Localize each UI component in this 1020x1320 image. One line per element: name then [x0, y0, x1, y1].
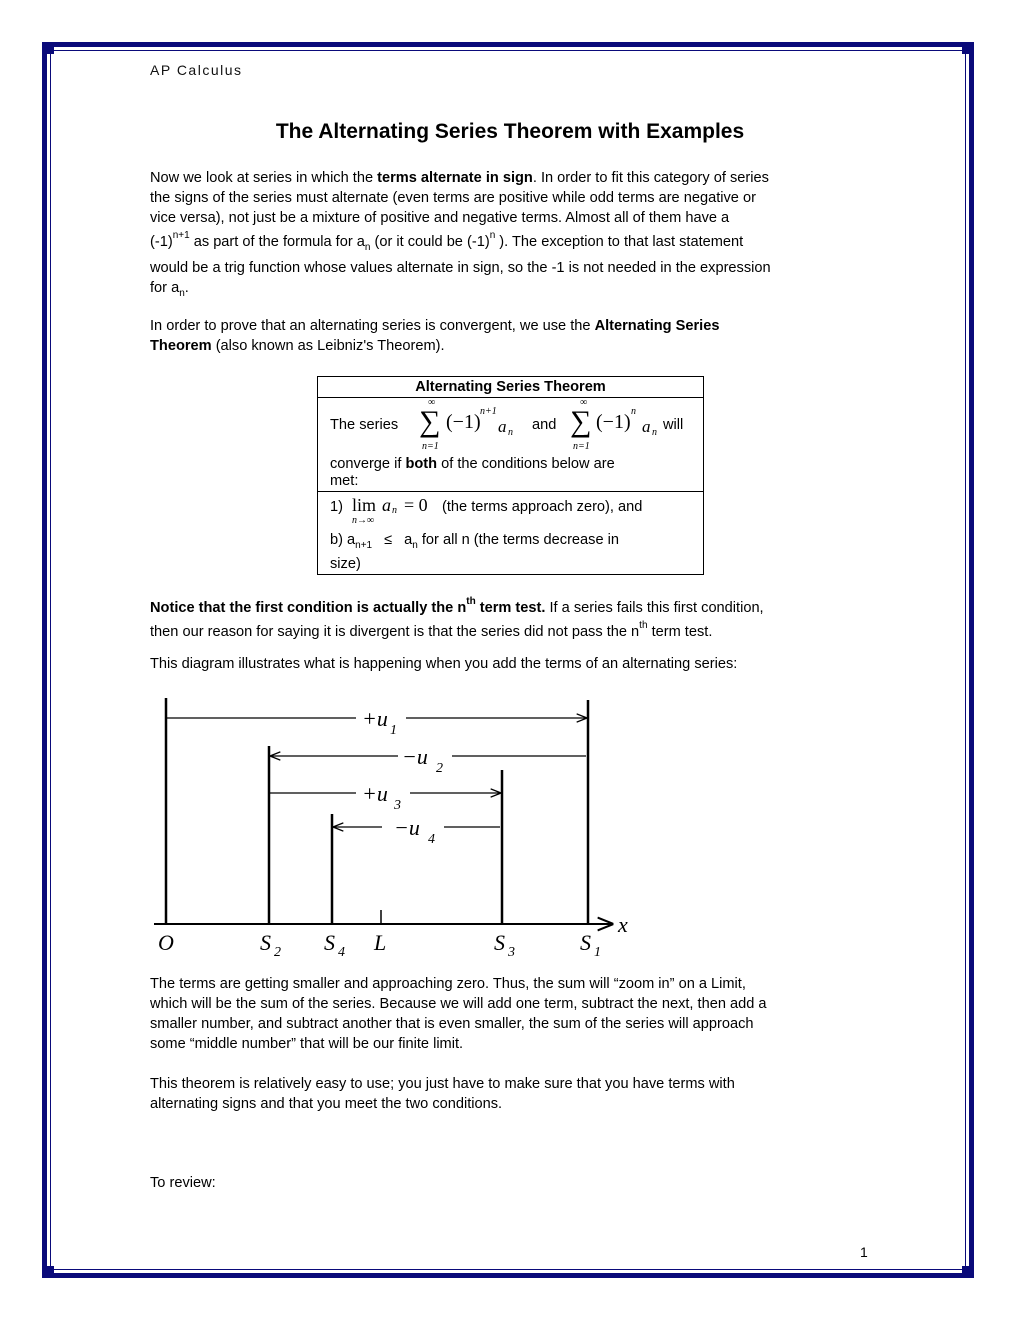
sum2-a: a	[642, 417, 651, 436]
intro-line-4: $(-1)^{n+1}$ as part of the formula for $a_n$ (or it could be $(-1)^n$ ). The exception to that last statement	[150, 230, 744, 253]
label-S4-sub: 4	[338, 945, 345, 960]
border-corner-bl	[42, 1266, 54, 1278]
course-header: AP Calculus	[150, 62, 243, 78]
label-S2: S	[260, 930, 271, 955]
border-corner-tl	[42, 42, 54, 54]
label-plus-u3: +u	[362, 781, 388, 806]
converge-line: converge if both of the conditions below are	[330, 456, 615, 472]
label-S1: S	[580, 930, 591, 955]
label-x: x	[618, 912, 628, 937]
cond1-lim: lim	[352, 495, 377, 515]
prove-paragraph: In order to prove that an alternating series is convergent, we use the Alternating Series Theorem (also known as Leibniz's Theorem).	[150, 318, 720, 354]
label-S1-sub: 1	[594, 945, 601, 960]
label-minus-u2: −u	[402, 744, 428, 769]
zoom-paragraph: The terms are getting smaller and approaching zero. Thus, the sum will “zoom in” on a Limit, which will be the sum of the series. Because we will add one term, subtract the next, then add a smaller number, and subtract another that is even smaller, the sum of the series will approach some “middle number” that will be our finite limit.	[150, 976, 767, 1052]
label-S3: S	[494, 930, 505, 955]
label-u1-sub: 1	[390, 723, 397, 738]
theorem-box	[317, 376, 704, 575]
cond1-a: a	[382, 495, 391, 515]
label-S3-sub: 3	[508, 945, 515, 960]
the-series-label: The series	[330, 417, 399, 433]
intro-paragraph	[150, 168, 875, 304]
sum2-exponent: n	[631, 406, 636, 417]
alternating-series-diagram	[150, 684, 640, 962]
intro-line-3: vice versa), not just be a mixture of positive and negative terms. Almost all of them have a	[150, 210, 730, 226]
intro-line-2: the signs of the series must alternate (even terms are positive while odd terms are negative or	[150, 190, 756, 206]
sum2-sigma: ∑	[570, 405, 592, 438]
sum1-exponent: n+1	[480, 406, 497, 417]
cond1-expr: = 0	[404, 495, 428, 515]
page-number: 1	[860, 1244, 868, 1260]
sum2-a-sub: n	[652, 427, 657, 438]
sum1-base: (−1)	[446, 411, 481, 433]
label-S2-sub: 2	[274, 945, 281, 960]
sum1-sigma: ∑	[419, 405, 441, 438]
cond1-a-sub: n	[392, 505, 397, 516]
sum1-a-sub: n	[508, 427, 513, 438]
easy-paragraph: This theorem is relatively easy to use; you just have to make sure that you have terms with alternating signs and that you meet the two conditions.	[150, 1076, 735, 1112]
intro-line-1: Now we look at series in which the terms alternate in sign. In order to fit this category of series	[150, 170, 769, 186]
cond1-limit-under: n→∞	[352, 515, 375, 526]
cond2-size: size)	[330, 556, 361, 572]
label-u2-sub: 2	[436, 761, 443, 776]
sum2-lower-limit: n=1	[573, 441, 590, 452]
label-S4: S	[324, 930, 335, 955]
intro-line-5: would be a trig function whose values alternate in sign, so the -1 is not needed in the expression	[150, 259, 771, 276]
sum1-lower-limit: n=1	[422, 441, 439, 452]
review-label: To review:	[150, 1175, 216, 1191]
label-u3-sub: 3	[394, 798, 401, 813]
cond2-line: b) $a_{n+1} \le a_n$ for all n (the terms decrease in	[330, 532, 619, 551]
intro-line-6: for $a_n$.	[150, 279, 189, 299]
notice-paragraph: Notice that the first condition is actually the $n^{th}$ term test. If a series fails this first condition, then our reason for saying it is divergent is that the series did not pass the $n^{th}$ term test.	[150, 596, 764, 640]
label-L: L	[374, 930, 387, 955]
theorem-title: Alternating Series Theorem	[318, 377, 703, 398]
met-line: met:	[330, 473, 359, 489]
border-corner-br	[962, 1266, 974, 1278]
sum1-a: a	[498, 417, 507, 436]
label-plus-u1: +u	[362, 706, 388, 731]
sum1-upper-limit: ∞	[428, 397, 436, 408]
and-label: and	[532, 417, 557, 433]
sum2-upper-limit: ∞	[580, 397, 588, 408]
sum2-base: (−1)	[596, 411, 631, 433]
border-corner-tr	[962, 42, 974, 54]
diagram-intro: This diagram illustrates what is happening when you add the terms of an alternating series:	[150, 656, 738, 672]
page-title: The Alternating Series Theorem with Examples	[275, 120, 745, 143]
label-minus-u4: −u	[394, 815, 420, 840]
label-O: O	[158, 930, 174, 955]
theorem-divider	[318, 491, 703, 492]
cond1-number: 1)	[330, 499, 343, 515]
label-u4-sub: 4	[428, 832, 435, 847]
will-label: will	[663, 417, 684, 433]
cond1-text: (the terms approach zero), and	[442, 499, 643, 515]
